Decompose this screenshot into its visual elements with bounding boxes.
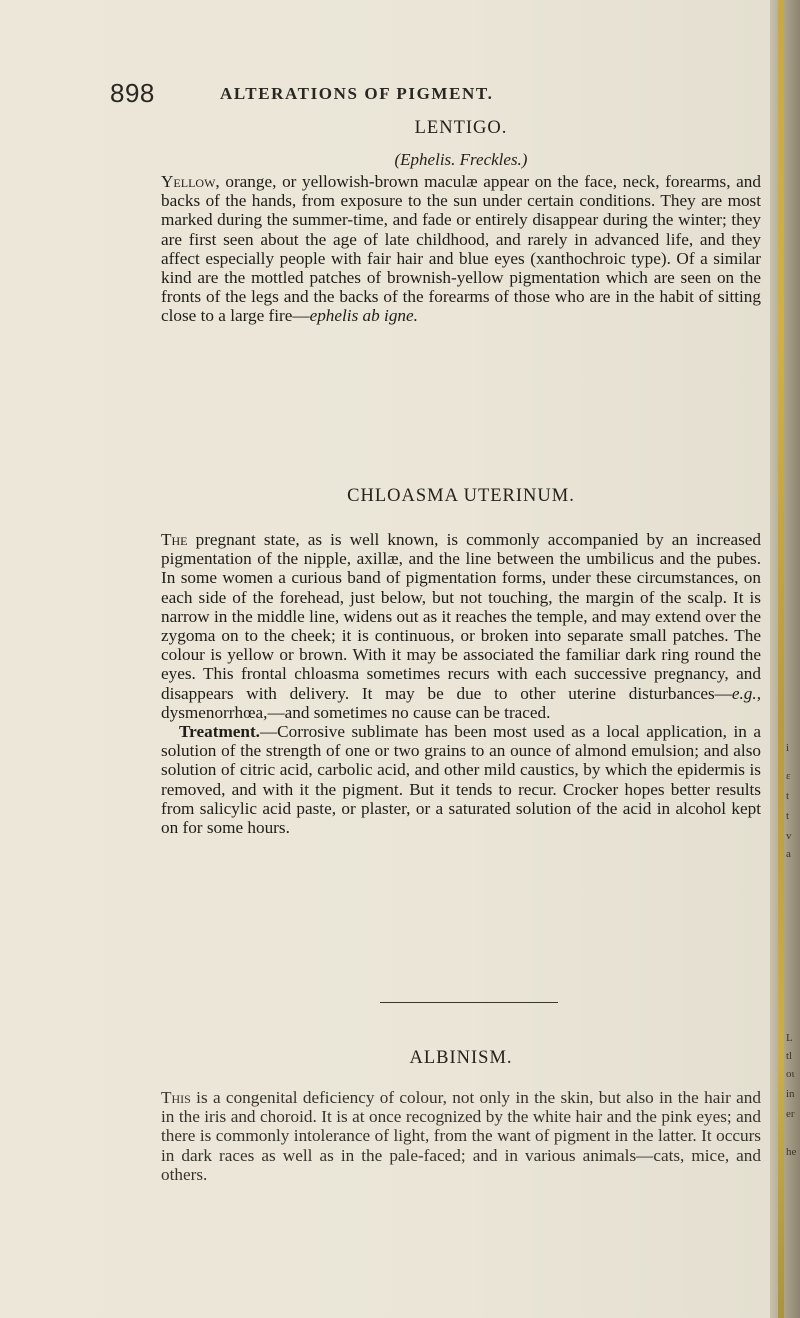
paragraph-text: orange, or yellowish-brown maculæ appear on the face, neck, forearms, and backs of the hands, from exposure to the sun under certain conditions. They are most marked during the summer-time, and fade or entirely disappear during the winter; they are first seen about the age of late childhood, and rarely in advanced life, and they affect especially people with fair hair and blue eyes (xanthochroic type). Of a similar kind are the mottled patches of brownish-yellow pigmentation which are seen on the fronts of the legs and the backs of the forearms of those who are in the habit of sitting close to a large fire— xyxy=(161,172,761,326)
running-title: ALTERATIONS OF PIGMENT. xyxy=(220,84,494,103)
bleed-fragment: οι xyxy=(786,1068,795,1080)
bleed-fragment: he xyxy=(786,1146,797,1158)
book-gutter xyxy=(770,0,800,1318)
paragraph xyxy=(161,530,761,722)
bleed-fragment: i xyxy=(786,742,790,754)
paragraph-text-after: dysmenorrhœa,—and sometimes no cause can be traced. xyxy=(161,702,551,722)
bleed-fragment: a xyxy=(786,848,791,860)
section-subheading: (Ephelis. Freckles.) xyxy=(394,150,528,169)
albinism-body xyxy=(161,1088,761,1184)
section-heading: ALBINISM. xyxy=(409,1048,513,1068)
bleed-fragment: v xyxy=(786,830,792,842)
paragraph-text: is a congenital deficiency of colour, not only in the skin, but also in the hair and in the iris and choroid. It is at once recognized by the white hair and the pink eyes; and there is commonly intolerance of light, from the want of pigment in the latter. It occurs in dark races as well as in the pale-faced; and in various animals—cats, mice, and others. xyxy=(161,1088,761,1184)
bleed-fragment: t xyxy=(786,790,790,802)
bleed-fragment: L xyxy=(786,1032,793,1044)
paragraph-treatment xyxy=(161,722,761,837)
section-divider xyxy=(380,1002,558,1003)
paragraph-text: —Corrosive sublimate has been most used as a local application, in a solution of the strength of one or two grains to an ounce of almond emulsion; and also solution of citric acid, carbolic acid, and other mild caustics, by which the epidermis is removed, and with it the pigment. But it tends to recur. Crocker hopes better results from salicylic acid paste, or plaster, or a saturated solution of the acid in alcohol kept on for some hours. xyxy=(161,722,761,838)
section-lentigo xyxy=(161,118,761,139)
paragraph-text: pregnant state, as is well known, is commonly accompanied by an increased pigmentation of the nipple, axillæ, and the line between the umbilicus and the pubes. In some women a curious band of pigmentation forms, under these circumstances, on each side of the forehead, just below, but not touching, the margin of the scalp. It is narrow in the middle line, widens out as it reaches the temple, and may extend over the zygoma on to the cheek; it is continuous, or broken into separate small patches. The colour is yellow or brown. With it may be associated the familiar dark ring round the eyes. This frontal chloasma sometimes recurs with each successive pregnancy, and disappears with delivery. It may be due to other uterine disturbances— xyxy=(161,530,761,703)
bleed-fragment: er xyxy=(786,1108,795,1120)
chloasma-body xyxy=(161,530,761,837)
bleed-fragment: ε xyxy=(786,770,791,782)
section-lentigo-subheading xyxy=(161,150,761,170)
paragraph-italic: e.g., xyxy=(731,683,761,703)
section-chloasma xyxy=(161,486,761,507)
paragraph xyxy=(161,1088,761,1184)
bleed-fragment: tl xyxy=(786,1050,793,1062)
section-heading: LENTIGO. xyxy=(414,118,508,138)
page-header xyxy=(110,78,750,112)
bleed-fragment: t xyxy=(786,810,790,822)
paragraph-lead: The xyxy=(161,530,188,549)
paragraph xyxy=(161,172,761,326)
lentigo-body xyxy=(161,172,761,326)
bleed-fragment: in xyxy=(786,1088,795,1100)
paragraph-lead: This xyxy=(161,1088,191,1107)
page-number: 898 xyxy=(110,78,155,108)
section-albinism xyxy=(161,1048,761,1069)
binding-strip xyxy=(778,0,784,1318)
treatment-label: Treatment. xyxy=(179,722,260,742)
paragraph-italic: ephelis ab igne. xyxy=(309,306,418,326)
paragraph-lead: Yellow, xyxy=(161,172,220,191)
section-heading: CHLOASMA UTERINUM. xyxy=(347,486,575,506)
